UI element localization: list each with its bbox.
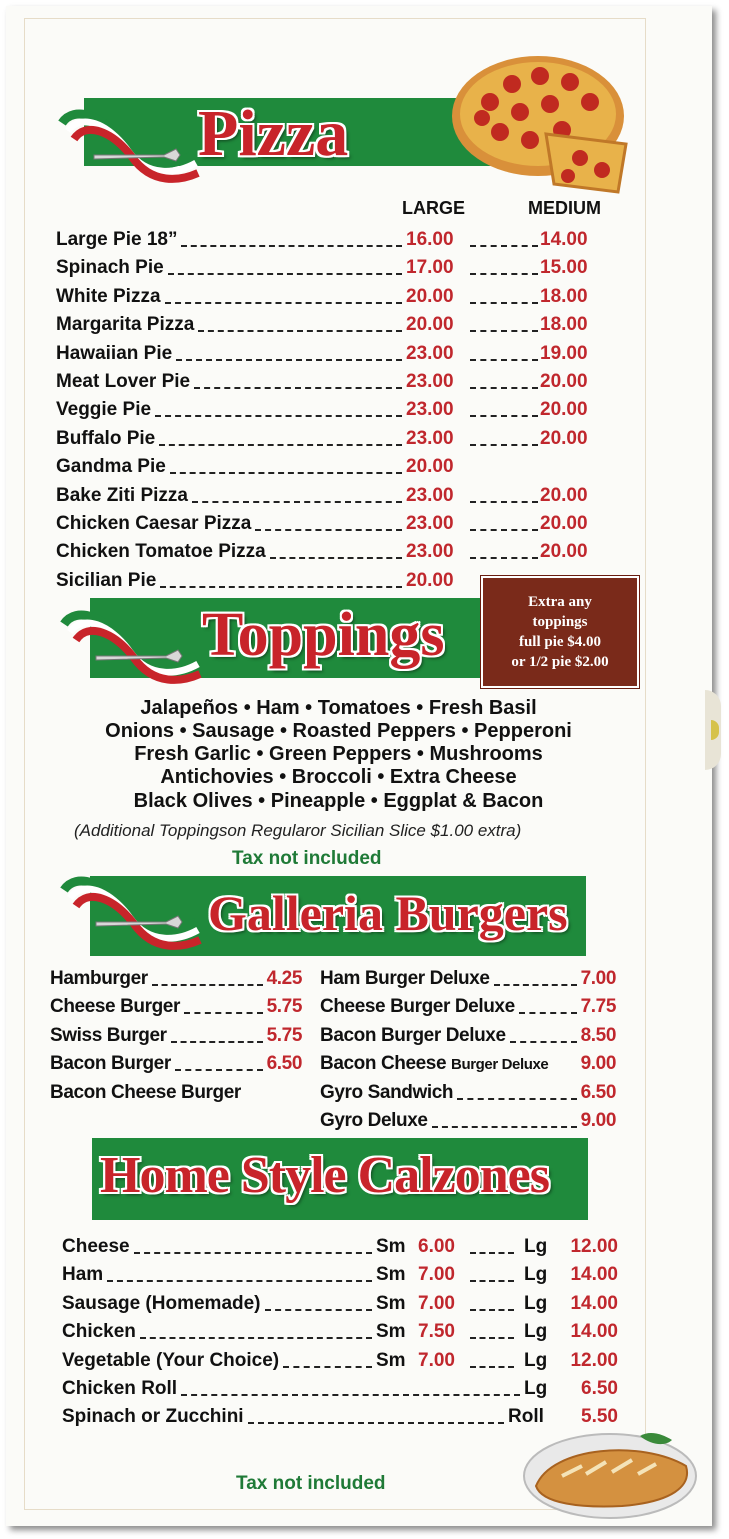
burger-price: 7.75 bbox=[580, 996, 616, 1018]
extra-box-line: full pie $4.00 bbox=[518, 634, 602, 650]
leader-dots bbox=[181, 1394, 520, 1396]
pizza-large-price: 20.00 bbox=[406, 314, 454, 336]
leader-dots bbox=[457, 1098, 577, 1100]
calzone-sm-label: Sm bbox=[376, 1236, 406, 1257]
burger-item-name: Cheese Burger bbox=[50, 996, 180, 1018]
pizza-large-price: 23.00 bbox=[406, 513, 454, 534]
pizza-item-row bbox=[56, 286, 616, 313]
pizza-item-row bbox=[56, 314, 616, 341]
calzone-item-name: Spinach or Zucchini bbox=[62, 1406, 244, 1428]
pizza-large-price: 23.00 bbox=[406, 371, 454, 392]
leader-dots bbox=[140, 1337, 372, 1339]
leader-dots bbox=[470, 1252, 514, 1254]
burger-item-name: Gyro Deluxe bbox=[320, 1110, 428, 1131]
pizza-large-price: 23.00 bbox=[406, 427, 454, 449]
calzone-item-row bbox=[62, 1264, 622, 1292]
calzone-lg-label: Lg bbox=[524, 1378, 548, 1399]
leader-dots bbox=[184, 1012, 263, 1014]
burger-price: 9.00 bbox=[580, 1110, 616, 1131]
leader-dots bbox=[470, 557, 538, 559]
calzone-sm-price: 7.00 bbox=[418, 1264, 455, 1286]
burger-item-row bbox=[50, 996, 302, 1024]
burger-price: 9.00 bbox=[580, 1053, 616, 1075]
extra-box-line: Extra any bbox=[528, 594, 592, 610]
calzone-sm-label: Sm bbox=[376, 1321, 406, 1343]
pizza-item-row bbox=[56, 371, 616, 398]
pizza-item-row bbox=[56, 229, 616, 256]
burger-price: 6.50 bbox=[580, 1081, 616, 1103]
italian-flag-ribbon-icon bbox=[54, 95, 204, 195]
leader-dots bbox=[470, 1366, 514, 1368]
calzone-item-name: Chicken bbox=[62, 1321, 136, 1343]
pizza-medium-price: 19.00 bbox=[540, 342, 588, 364]
burger-item-name: Bacon Burger Deluxe bbox=[320, 1024, 506, 1046]
leader-dots bbox=[283, 1366, 372, 1368]
leader-dots bbox=[494, 984, 577, 986]
burger-price: 4.25 bbox=[266, 968, 302, 989]
leader-dots bbox=[265, 1309, 372, 1311]
pizza-item-name: White Pizza bbox=[56, 285, 161, 307]
page-edge-tab bbox=[705, 690, 721, 770]
calzone-lg-price: 12.00 bbox=[570, 1349, 618, 1371]
toppings-note: (Additional Toppingson Regularor Sicilian Slice $1.00 extra) bbox=[74, 821, 522, 840]
leader-dots bbox=[170, 472, 402, 474]
burger-price: 7.00 bbox=[580, 968, 616, 989]
pizza-item-row bbox=[56, 513, 616, 540]
calzone-item-name: Vegetable (Your Choice) bbox=[62, 1349, 280, 1371]
leader-dots bbox=[470, 273, 538, 275]
leader-dots bbox=[198, 330, 402, 332]
leader-dots bbox=[168, 273, 402, 275]
leader-dots bbox=[152, 984, 263, 986]
calzone-item-name: Cheese bbox=[62, 1236, 130, 1257]
extra-box-line: or 1/2 pie $2.00 bbox=[511, 654, 609, 670]
burger-item-name: Bacon Cheese Burger Deluxe bbox=[320, 1053, 549, 1075]
burger-item-row bbox=[50, 968, 302, 996]
col-medium-header: MEDIUM bbox=[528, 198, 601, 218]
pizza-item-name: Large Pie 18” bbox=[56, 229, 178, 250]
pizza-item-name: Margarita Pizza bbox=[56, 314, 195, 336]
burger-price: 6.50 bbox=[266, 1053, 302, 1075]
leader-dots bbox=[194, 387, 402, 389]
pizza-title: Pizza bbox=[198, 97, 349, 170]
calzone-lg-price: 6.50 bbox=[581, 1378, 618, 1399]
pizza-medium-price: 20.00 bbox=[540, 399, 588, 421]
burger-item-row bbox=[320, 1082, 616, 1110]
pizza-medium-price: 18.00 bbox=[540, 285, 588, 307]
leader-dots bbox=[432, 1126, 577, 1128]
burger-item-name: Cheese Burger Deluxe bbox=[320, 996, 515, 1018]
pizza-large-price: 23.00 bbox=[406, 399, 454, 421]
calzone-sm-label: Sm bbox=[376, 1292, 406, 1314]
pizza-large-price: 23.00 bbox=[406, 541, 454, 563]
italian-flag-ribbon-icon bbox=[56, 862, 206, 962]
pizza-item-name: Buffalo Pie bbox=[56, 427, 156, 449]
calzone-lg-label: Lg bbox=[524, 1264, 548, 1286]
burger-item-name: Swiss Burger bbox=[50, 1024, 167, 1046]
pizza-large-price: 20.00 bbox=[406, 569, 454, 591]
burger-item-row bbox=[320, 996, 616, 1024]
pizza-large-price: 20.00 bbox=[406, 285, 454, 307]
leader-dots bbox=[155, 415, 402, 417]
pizza-item-name: Hawaiian Pie bbox=[56, 342, 173, 364]
burger-item-row bbox=[50, 1053, 302, 1081]
leader-dots bbox=[159, 444, 402, 446]
burger-item-name: Ham Burger Deluxe bbox=[320, 968, 490, 989]
leader-dots bbox=[160, 586, 402, 588]
calzone-lg-price: 14.00 bbox=[570, 1292, 618, 1314]
leader-dots bbox=[470, 1337, 514, 1339]
pizza-medium-price: 18.00 bbox=[540, 314, 588, 336]
calzone-item-name: Ham bbox=[62, 1264, 104, 1286]
calzone-sm-price: 7.00 bbox=[418, 1349, 455, 1371]
calzone-sm-price: 6.00 bbox=[418, 1236, 455, 1257]
pizza-item-name: Veggie Pie bbox=[56, 399, 152, 421]
leader-dots bbox=[165, 302, 402, 304]
tax-note: Tax not included bbox=[232, 848, 382, 869]
leader-dots bbox=[470, 415, 538, 417]
burger-price: 8.50 bbox=[580, 1024, 616, 1046]
burger-item-name: Gyro Sandwich bbox=[320, 1081, 454, 1103]
pizza-large-price: 23.00 bbox=[406, 484, 454, 506]
toppings-line: Antichovies • Broccoli • Extra Cheese bbox=[160, 766, 517, 788]
leader-dots bbox=[270, 557, 402, 559]
calzone-lg-price: 14.00 bbox=[570, 1321, 618, 1343]
calzone-lg-price: 5.50 bbox=[581, 1406, 618, 1428]
burger-item-row bbox=[50, 1082, 302, 1110]
calzone-lg-label: Lg bbox=[524, 1292, 548, 1314]
burger-item-name: Bacon Burger bbox=[50, 1053, 171, 1075]
burger-price: 5.75 bbox=[266, 1024, 302, 1046]
burger-item-name: Bacon Cheese Burger bbox=[50, 1081, 241, 1103]
pizza-item-name: Meat Lover Pie bbox=[56, 371, 191, 392]
leader-dots bbox=[192, 501, 402, 503]
pizza-medium-price: 20.00 bbox=[540, 427, 588, 449]
calzone-lg-label: Roll bbox=[508, 1406, 544, 1428]
italian-flag-ribbon-icon bbox=[56, 596, 206, 696]
burger-item-row bbox=[320, 1110, 616, 1138]
calzone-sm-price: 7.00 bbox=[418, 1292, 455, 1314]
leader-dots bbox=[176, 359, 402, 361]
pizza-large-price: 16.00 bbox=[406, 229, 454, 250]
pizza-item-row bbox=[56, 257, 616, 284]
calzone-item-name: Sausage (Homemade) bbox=[62, 1292, 261, 1314]
leader-dots bbox=[181, 245, 402, 247]
pizza-item-name: Chicken Caesar Pizza bbox=[56, 513, 252, 534]
calzone-lg-price: 12.00 bbox=[570, 1236, 618, 1257]
burgers-title: Galleria Burgers bbox=[208, 885, 568, 941]
burger-item-name-small: Burger Deluxe bbox=[451, 1056, 549, 1074]
pizza-medium-price: 20.00 bbox=[540, 371, 588, 392]
calzones-title: Home Style Calzones bbox=[100, 1147, 549, 1204]
calzone-item-row bbox=[62, 1350, 622, 1378]
leader-dots bbox=[107, 1280, 372, 1282]
calzone-lg-price: 14.00 bbox=[570, 1264, 618, 1286]
leader-dots bbox=[255, 529, 402, 531]
pizza-item-row bbox=[56, 456, 616, 483]
calzone-image bbox=[522, 1426, 700, 1520]
extra-toppings-box bbox=[481, 576, 639, 688]
pizza-large-price: 17.00 bbox=[406, 257, 454, 279]
leader-dots bbox=[470, 1309, 514, 1311]
burger-item-row bbox=[320, 1025, 616, 1053]
leader-dots bbox=[248, 1422, 504, 1424]
leader-dots bbox=[470, 245, 538, 247]
leader-dots bbox=[470, 1280, 514, 1282]
leader-dots bbox=[510, 1041, 577, 1043]
pizza-medium-price: 20.00 bbox=[540, 513, 588, 534]
calzone-lg-label: Lg bbox=[524, 1321, 548, 1343]
extra-box-line: toppings bbox=[532, 614, 588, 630]
burger-item-row bbox=[50, 1025, 302, 1053]
leader-dots bbox=[134, 1252, 372, 1254]
calzone-sm-label: Sm bbox=[376, 1264, 406, 1286]
calzone-item-row bbox=[62, 1293, 622, 1321]
calzone-item-row bbox=[62, 1378, 622, 1406]
pizza-medium-price: 15.00 bbox=[540, 257, 588, 279]
burger-price: 5.75 bbox=[266, 996, 302, 1018]
pizza-medium-price: 20.00 bbox=[540, 541, 588, 563]
pizza-item-name: Chicken Tomatoe Pizza bbox=[56, 541, 266, 563]
burger-item-row bbox=[320, 968, 616, 996]
toppings-title: Toppings bbox=[202, 601, 445, 669]
pizza-large-price: 20.00 bbox=[406, 456, 454, 478]
pizza-item-name: Spinach Pie bbox=[56, 257, 164, 279]
pizza-item-name: Bake Ziti Pizza bbox=[56, 484, 188, 506]
leader-dots bbox=[171, 1041, 263, 1043]
leader-dots bbox=[470, 444, 538, 446]
calzone-sm-label: Sm bbox=[376, 1349, 406, 1371]
pizza-item-row bbox=[56, 343, 616, 370]
calzone-item-row bbox=[62, 1321, 622, 1349]
burger-item-row bbox=[320, 1053, 616, 1081]
calzone-sm-price: 7.50 bbox=[418, 1321, 455, 1343]
calzone-lg-label: Lg bbox=[524, 1349, 548, 1371]
pizza-medium-price: 14.00 bbox=[540, 229, 588, 250]
calzone-item-name: Chicken Roll bbox=[62, 1378, 178, 1399]
burger-item-name: Hamburger bbox=[50, 968, 148, 989]
pizza-item-name: Gandma Pie bbox=[56, 456, 166, 478]
leader-dots bbox=[470, 387, 538, 389]
toppings-line: Jalapeños • Ham • Tomatoes • Fresh Basil bbox=[140, 697, 537, 719]
leader-dots bbox=[470, 359, 538, 361]
calzone-lg-label: Lg bbox=[524, 1236, 548, 1257]
toppings-line: Black Olives • Pineapple • Eggplat & Bacon bbox=[133, 790, 544, 812]
leader-dots bbox=[470, 529, 538, 531]
pizza-item-row bbox=[56, 541, 616, 568]
leader-dots bbox=[175, 1069, 263, 1071]
tax-note: Tax not included bbox=[236, 1473, 386, 1494]
leader-dots bbox=[470, 330, 538, 332]
leader-dots bbox=[470, 501, 538, 503]
toppings-line: Onions • Sausage • Roasted Peppers • Pepperoni bbox=[105, 720, 572, 742]
leader-dots bbox=[470, 302, 538, 304]
col-large-header: LARGE bbox=[402, 198, 465, 218]
leader-dots bbox=[519, 1012, 577, 1014]
pizza-item-row bbox=[56, 399, 616, 426]
toppings-line: Fresh Garlic • Green Peppers • Mushrooms bbox=[134, 743, 543, 765]
pizza-large-price: 23.00 bbox=[406, 342, 454, 364]
pizza-item-name: Sicilian Pie bbox=[56, 569, 157, 591]
calzone-item-row bbox=[62, 1236, 622, 1264]
pizza-item-row bbox=[56, 485, 616, 512]
pizza-medium-price: 20.00 bbox=[540, 484, 588, 506]
pizza-image bbox=[450, 52, 632, 198]
pizza-item-row bbox=[56, 428, 616, 455]
